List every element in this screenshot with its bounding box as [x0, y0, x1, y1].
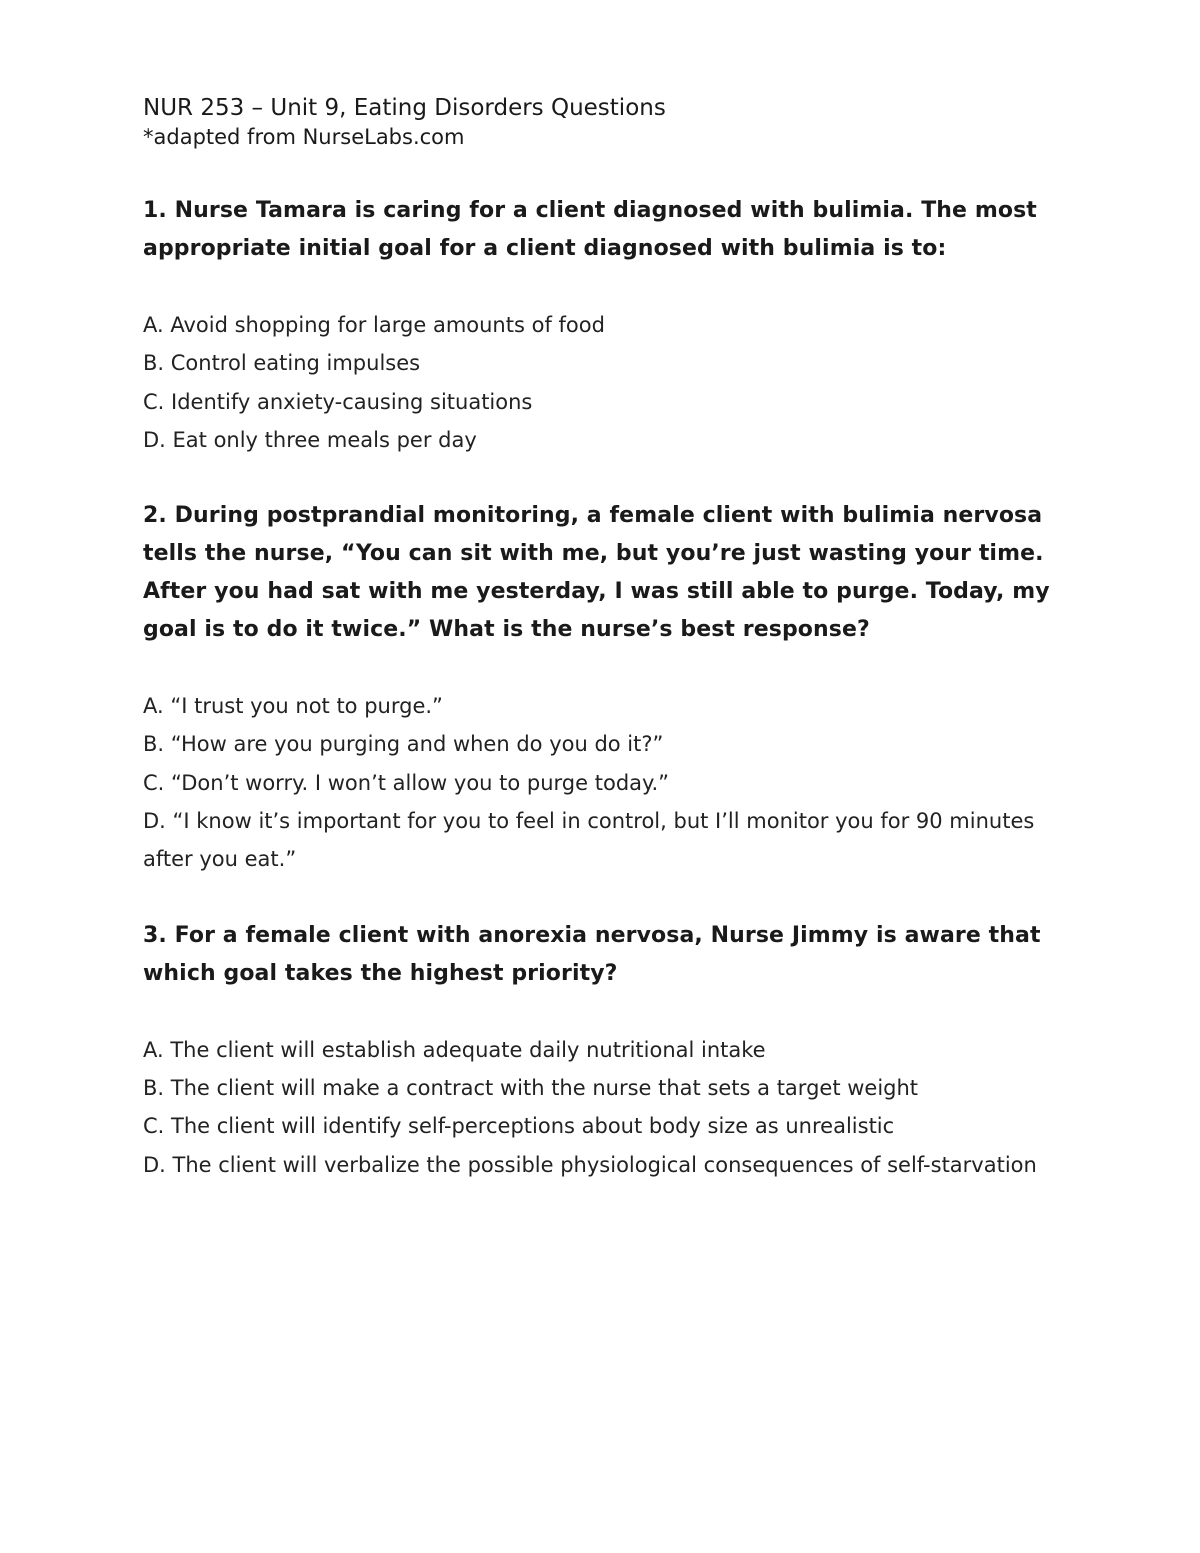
answer-option: B. “How are you purging and when do you do it?”	[143, 732, 664, 757]
document-subtitle: *adapted from NurseLabs.com	[143, 125, 465, 149]
document-title: NUR 253 – Unit 9, Eating Disorders Questions	[143, 95, 666, 121]
answer-options	[143, 687, 1083, 878]
question-text: 3. For a female client with anorexia nervosa, Nurse Jimmy is aware that which goal takes the highest priority?	[143, 922, 1041, 986]
answer-option: D. “I know it’s important for you to feel in control, but I’ll monitor you for 90 minutes after you eat.”	[143, 809, 1035, 872]
question-text: 2. During postprandial monitoring, a female client with bulimia nervosa tells the nurse, “You can sit with me, but you’re just wasting your time. After you had sat with me yesterday, I was still able to purge. Today, my goal is to do it twice.” What is the nurse’s best response?	[143, 503, 1050, 643]
question-text: 1. Nurse Tamara is caring for a client diagnosed with bulimia. The most appropriate initial goal for a client diagnosed with bulimia is to:	[143, 198, 1037, 261]
answer-options	[143, 1031, 1083, 1184]
answer-option: B. Control eating impulses	[143, 351, 421, 376]
question-3	[143, 917, 1083, 1184]
document-page	[143, 92, 1083, 1222]
question-1	[143, 192, 1083, 459]
answer-option: A. The client will establish adequate daily nutritional intake	[143, 1037, 766, 1062]
answer-options	[143, 306, 1083, 459]
answer-option: D. Eat only three meals per day	[143, 427, 477, 452]
answer-option: D. The client will verbalize the possible physiological consequences of self-starvation	[143, 1152, 1037, 1177]
question-2	[143, 497, 1083, 878]
answer-option: A. “I trust you not to purge.”	[143, 694, 443, 719]
answer-option: C. The client will identify self-perceptions about body size as unrealistic	[143, 1114, 895, 1139]
answer-option: A. Avoid shopping for large amounts of food	[143, 313, 605, 337]
answer-option: B. The client will make a contract with the nurse that sets a target weight	[143, 1075, 919, 1100]
answer-option: C. “Don’t worry. I won’t allow you to purge today.”	[143, 770, 670, 795]
answer-option: C. Identify anxiety-causing situations	[143, 389, 533, 414]
